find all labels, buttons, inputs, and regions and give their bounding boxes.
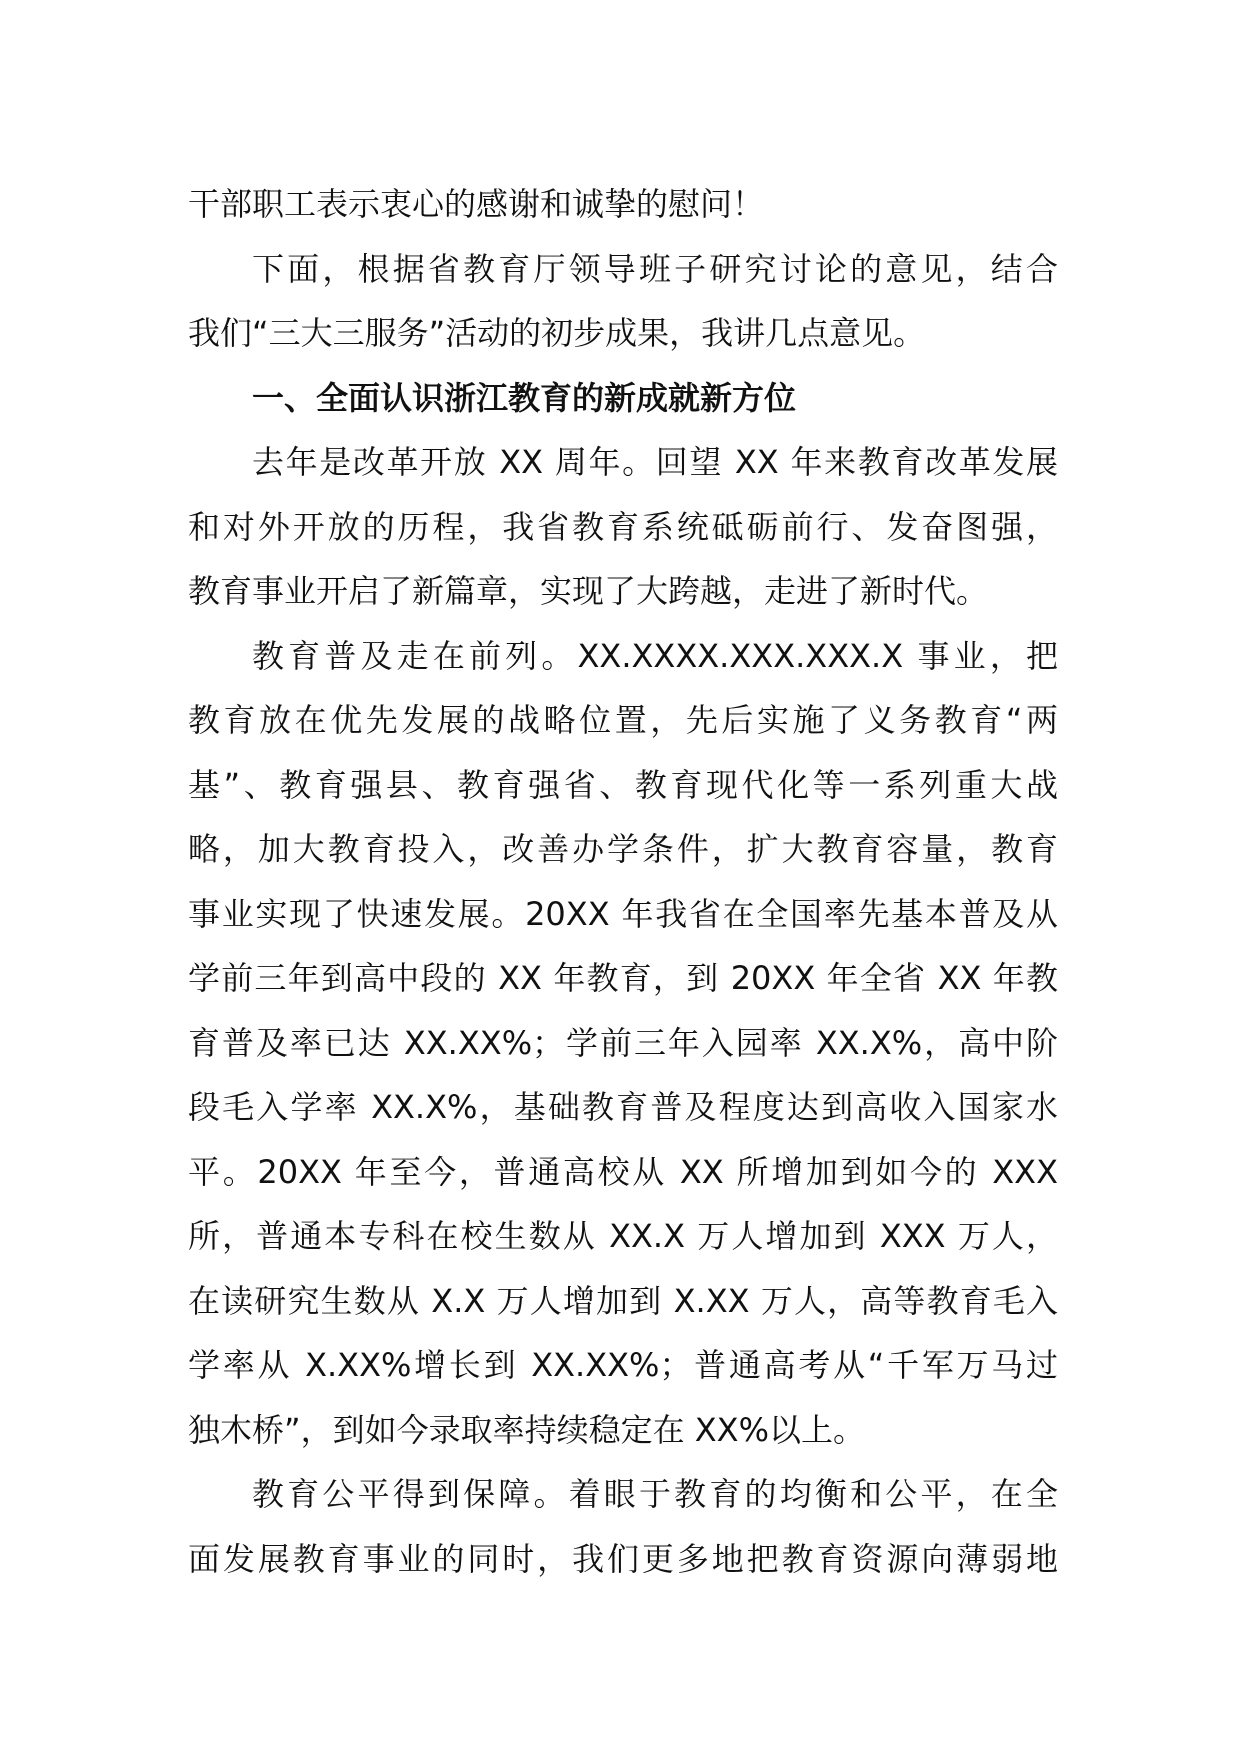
section-heading: 一、全面认识浙江教育的新成就新方位 xyxy=(252,378,797,417)
text-line: 教育放在优先发展的战略位置，先后实施了义务教育“两 xyxy=(188,701,1058,739)
text-line: 独木桥”，到如今录取率持续稳定在 XX%以上。 xyxy=(188,1410,866,1449)
text-line: 基”、教育强县、教育强省、教育现代化等一系列重大战 xyxy=(188,765,1058,804)
text-line: 和对外开放的历程，我省教育系统砥砺前行、发奋图强， xyxy=(188,507,1058,546)
text-line: 教育普及走在前列。XX.XXXX.XXX.XXX.X 事业，把 xyxy=(252,636,1058,675)
text-line: 教育事业开启了新篇章，实现了大跨越，走进了新时代。 xyxy=(188,572,989,610)
text-line: 育普及率已达 XX.XX%；学前三年入园率 XX.X%，高中阶 xyxy=(188,1023,1058,1062)
text-line: 去年是改革开放 XX 周年。回望 XX 年来教育改革发展 xyxy=(252,443,1058,481)
text-line: 所，普通本专科在校生数从 XX.X 万人增加到 XXX 万人， xyxy=(188,1217,1058,1255)
text-line: 下面，根据省教育厅领导班子研究讨论的意见，结合 xyxy=(252,249,1058,288)
text-line: 段毛入学率 XX.X%，基础教育普及程度达到高收入国家水 xyxy=(188,1088,1058,1126)
text-line: 略，加大教育投入，改善办学条件，扩大教育容量，教育 xyxy=(188,830,1058,868)
document-body xyxy=(188,172,1058,1591)
text-line: 平。20XX 年至今，普通高校从 XX 所增加到如今的 XXX xyxy=(188,1152,1058,1191)
text-line: 在读研究生数从 X.X 万人增加到 X.XX 万人，高等教育毛入 xyxy=(188,1281,1058,1320)
text-line: 面发展教育事业的同时，我们更多地把教育资源向薄弱地 xyxy=(188,1539,1058,1578)
text-line: 干部职工表示衷心的感谢和诚挚的慰问！ xyxy=(188,185,765,223)
text-line: 事业实现了快速发展。20XX 年我省在全国率先基本普及从 xyxy=(188,894,1058,933)
text-line: 学率从 X.XX%增长到 XX.XX%；普通高考从“千军万马过 xyxy=(188,1346,1058,1384)
text-line: 教育公平得到保障。着眼于教育的均衡和公平，在全 xyxy=(252,1475,1058,1513)
text-line: 学前三年到高中段的 XX 年教育，到 20XX 年全省 XX 年教 xyxy=(188,959,1058,997)
text-line: 我们“三大三服务”活动的初步成果，我讲几点意见。 xyxy=(188,314,926,352)
